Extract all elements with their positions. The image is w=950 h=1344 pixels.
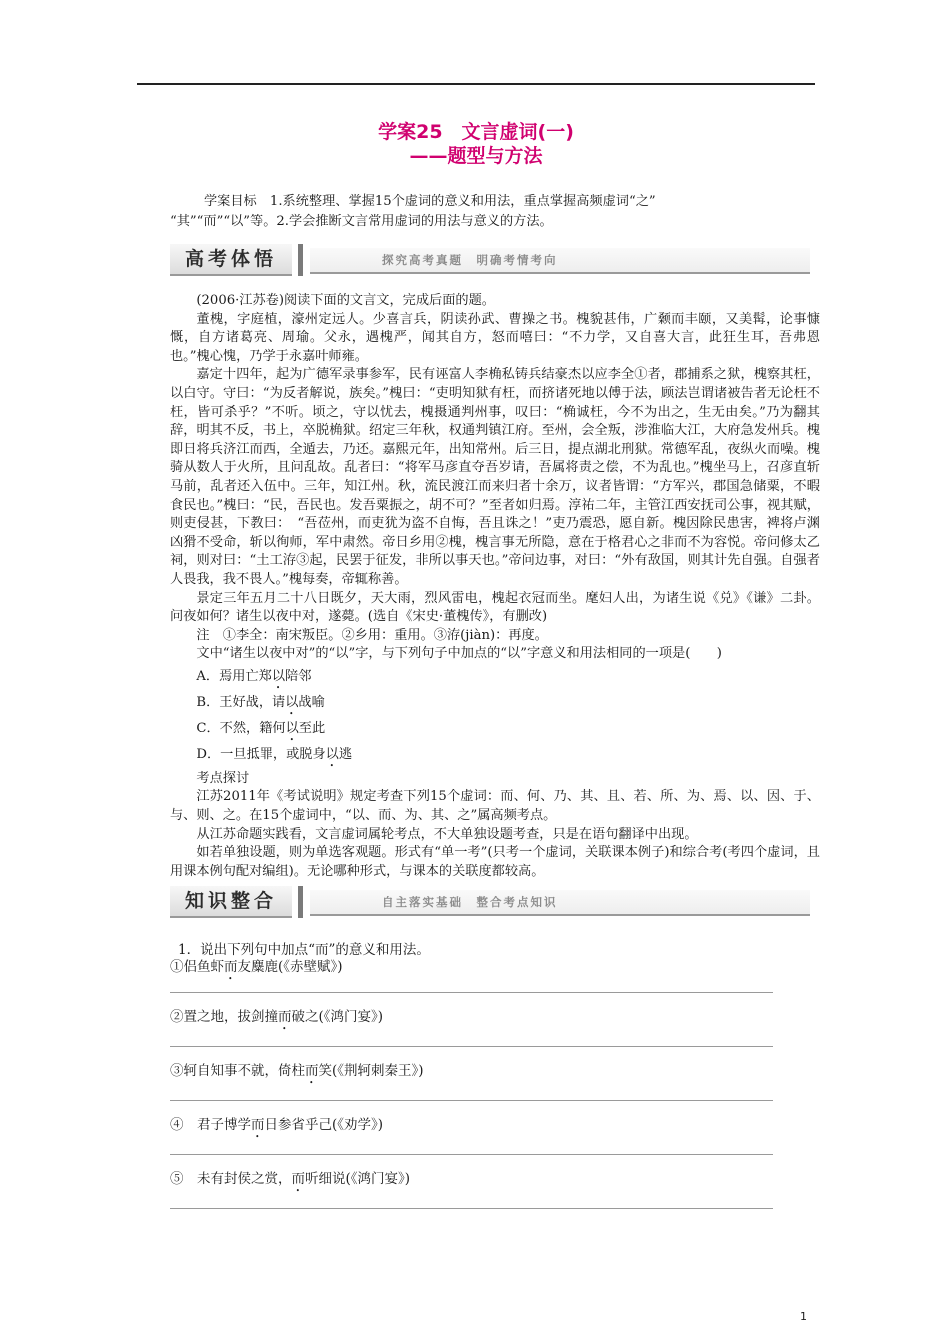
kaodian-paragraph-3: 如若单独设题，则为单选客观题。形式有“单一考”(只考一个虚词，关联课本例子)和综合考(考四个虚词，且用课本例句配对编组)。无论哪种形式，与课本的关联度都较高。 xyxy=(170,845,820,879)
kaodian-paragraph-1: 江苏2011年《考试说明》规定考查下列15个虚词：而、何、乃、其、且、若、所、为、焉、以、因、于、与、则、之。在15个虚词中，“以、而、为、其、之”属高频考点。 xyxy=(170,789,820,824)
option-a: A．焉用亡郑以陪邻 xyxy=(196,668,312,684)
passage-paragraph-1: 董槐，字庭植，濠州定远人。少喜言兵，阴读孙武、曹操之书。槐貌甚伟，广颡而丰颐，又美髯，论事慷慨，自方诸葛亮、周瑜。父永，遇槐严，闻其自方，怒而嘻曰：“不力学，又自喜大言，此狂生耳，吾弗恩也。”槐心愧，乃学于永嘉叶师雍。 xyxy=(170,311,820,364)
exercise-heading: 1．说出下列句中加点“而”的意义和用法。 xyxy=(178,942,430,958)
header-rule xyxy=(137,83,815,85)
banner-title: 高考体悟 xyxy=(170,244,292,276)
passage-section xyxy=(170,292,820,881)
exercise-item-1: ①侣鱼虾而友麋鹿(《赤壁赋》) xyxy=(170,959,343,975)
banner-divider xyxy=(298,244,303,276)
exercise-item-4: ④ 君子博学而日参省乎己(《劝学》) xyxy=(170,1117,384,1133)
banner-subtitle: 探究高考真题 明确考情考向 xyxy=(310,248,810,274)
banner-subtitle: 自主落实基础 整合考点知识 xyxy=(310,890,810,916)
answer-line[interactable] xyxy=(170,1208,773,1209)
exercise-item-3: ③轲自知事不就，倚柱而笑(《荆轲刺秦王》) xyxy=(170,1063,424,1079)
page-subtitle: ——题型与方法 xyxy=(409,145,543,167)
passage-intro: (2006·江苏卷)阅读下面的文言文，完成后面的题。 xyxy=(196,293,495,308)
banner-title: 知识整合 xyxy=(170,886,292,918)
passage-paragraph-2: 嘉定十四年，起为广德军录事参军，民有诬富人李桷私铸兵结豪杰以应李全①者，郡捕系之狱，槐察其枉，以白守。守曰：“为反者解说，族矣。”槐曰：“吏明知狱有枉，而挤诸死地以傅于法，顾法岂谓诸被告者无论枉不枉，皆可杀乎？”不听。顷之，守以忧去，槐摄通判州事，叹曰：“桷诚枉，今不为出之，生无由矣。”乃为翻其辞，明其不反，书上，卒脱桷狱。绍定三年秋，权通判镇江府。至州，会全叛，涉淮临大江，大府急发州兵。槐即日将兵济江而西，全遁去，乃还。嘉熙元年，出知常州。后三日，提点湖北刑狱。常德军乱，夜纵火而噪。槐骑从数人于火所，且问乱故。乱者曰：“将军马彦直夺吾岁请，吾属将责之偿，不为乱也。”槐坐马上，召彦直斩马前，乱者还入伍中。三年，知江州。秋，流民渡江而来归者十余万，议者皆谓：“方军兴，郡国急储粟，不暇食民也。”槐曰：“民，吾民也。发吾粟振之，胡不可？”至者如归焉。淳祐二年，主管江西安抚司公事，视其赋，则吏侵甚，下教曰： “吾莅州，而吏犹为盗不自悔，吾且诛之！”吏乃震恐，愿自新。槐因除民患害，裨将卢渊凶猾不受命，斩以徇师，军中肃然。帝日乡用②槐，槐言事无所隐，意在于格君心之非而不为容悦。帝问修太乙祠，则对曰：“土工洊③起，民罢于征发，非所以事天也。”帝问边事，对曰：“外有敌国，则其计先自强。自强者人畏我，我不畏人。”槐每奏，帝辄称善。 xyxy=(170,367,820,587)
banner-divider xyxy=(298,886,303,918)
kaodian-title: 考点探讨 xyxy=(196,770,250,786)
answer-line[interactable] xyxy=(170,992,773,993)
option-d: D．一旦抵罪，或脱身以逃 xyxy=(196,746,353,762)
option-b: B．王好战，请以战喻 xyxy=(196,694,325,710)
passage-notes: 注 ①李全：南宋叛臣。②乡用：重用。③洊(jiàn)：再度。 xyxy=(196,627,548,643)
exercise-item-5: ⑤ 未有封侯之赏，而听细说(《鸿门宴》) xyxy=(170,1171,411,1187)
question-stem: 文中“诸生以夜中对”的“以”字，与下列句子中加点的“以”字意义和用法相同的一项是( ) xyxy=(196,646,722,662)
goals-line-2: “其”“而”“以”等。2.学会推断文言常用虚词的用法与意义的方法。 xyxy=(170,214,553,229)
answer-line[interactable] xyxy=(170,1154,773,1155)
option-c: C．不然，籍何以至此 xyxy=(196,720,326,736)
page-title: 学案25 文言虚词(一) xyxy=(378,121,574,143)
section-banner-zhishi xyxy=(170,886,810,920)
goals-line-1: 学案目标 1.系统整理、掌握15个虚词的意义和用法，重点掌握高频虚词“之” xyxy=(204,194,656,209)
section-banner-gaokao xyxy=(170,244,810,278)
passage-paragraph-3: 景定三年五月二十八日既夕，天大雨，烈风雷电，槐起衣冠而坐。麾妇人出，为诸生说《兑》《谦》二卦。问夜如何？诸生以夜中对，遂薨。(选自《宋史·董槐传》，有删改) xyxy=(170,590,820,625)
title-block xyxy=(137,120,815,168)
learning-goals xyxy=(170,192,815,232)
kaodian-paragraph-2: 从江苏命题实践看，文言虚词属轮考点，不大单独设题考查，只是在语句翻译中出现。 xyxy=(196,826,698,842)
answer-line[interactable] xyxy=(170,1100,773,1101)
page-number: 1 xyxy=(800,1310,807,1323)
answer-line[interactable] xyxy=(170,1046,773,1047)
exercise-item-2: ②置之地，拔剑撞而破之(《鸿门宴》) xyxy=(170,1009,384,1025)
